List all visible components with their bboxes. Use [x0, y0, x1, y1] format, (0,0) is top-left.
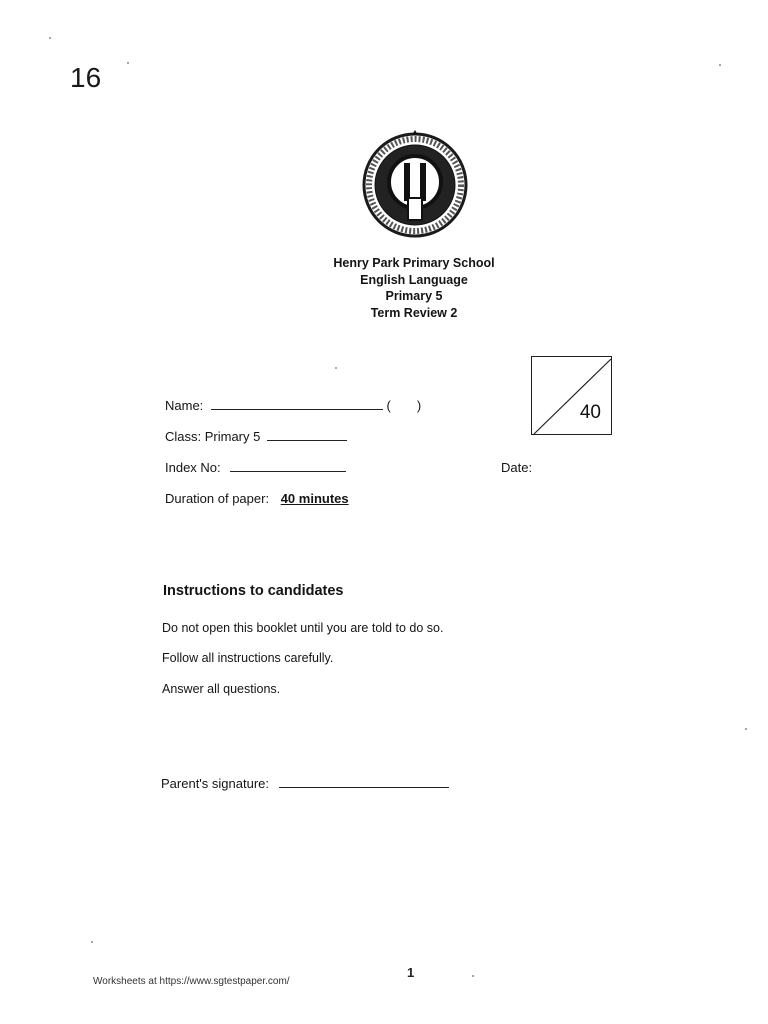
scan-speck	[335, 367, 337, 369]
index-label: Index No:	[165, 460, 221, 475]
instruction-item: Follow all instructions carefully.	[162, 651, 334, 665]
level-name: Primary 5	[385, 289, 443, 303]
scan-speck	[745, 728, 747, 730]
scan-speck	[719, 64, 721, 66]
index-input-line[interactable]	[230, 459, 346, 472]
instruction-item: Answer all questions.	[162, 682, 281, 696]
class-label: Class: Primary 5	[165, 429, 261, 444]
class-input-line[interactable]	[267, 428, 347, 441]
score-box	[531, 356, 612, 435]
subject-name: English Language	[360, 272, 468, 287]
register-number-brackets: ( )	[386, 398, 422, 413]
signature-label: Parent's signature:	[161, 776, 269, 791]
signature-input-line[interactable]	[279, 775, 449, 788]
duration-field	[165, 491, 349, 506]
scan-speck	[91, 941, 93, 943]
duration-label: Duration of paper:	[165, 491, 270, 506]
school-crest-icon	[362, 130, 468, 240]
exam-name: Term Review 2	[370, 305, 458, 320]
signature-field	[161, 775, 449, 791]
instructions-heading: Instructions to candidates	[163, 583, 344, 599]
name-label: Name:	[165, 398, 204, 413]
name-field	[165, 397, 421, 413]
exam-header	[284, 255, 544, 321]
index-field	[165, 459, 346, 475]
school-name: Henry Park Primary School	[333, 256, 495, 270]
scan-speck	[127, 62, 129, 64]
score-total: 40	[579, 402, 601, 423]
scan-speck	[49, 37, 51, 39]
footer-page-number: 1	[407, 965, 415, 980]
page-number: 16	[70, 62, 102, 93]
class-field	[165, 428, 347, 444]
scan-speck	[472, 975, 474, 977]
name-input-line[interactable]	[211, 397, 383, 410]
instruction-item: Do not open this booklet until you are told to do so.	[162, 621, 444, 635]
footer-url: Worksheets at https://www.sgtestpaper.com/	[93, 976, 290, 987]
date-label: Date:	[501, 460, 533, 475]
score-divider-line	[532, 357, 613, 436]
duration-value: 40 minutes	[280, 491, 349, 506]
